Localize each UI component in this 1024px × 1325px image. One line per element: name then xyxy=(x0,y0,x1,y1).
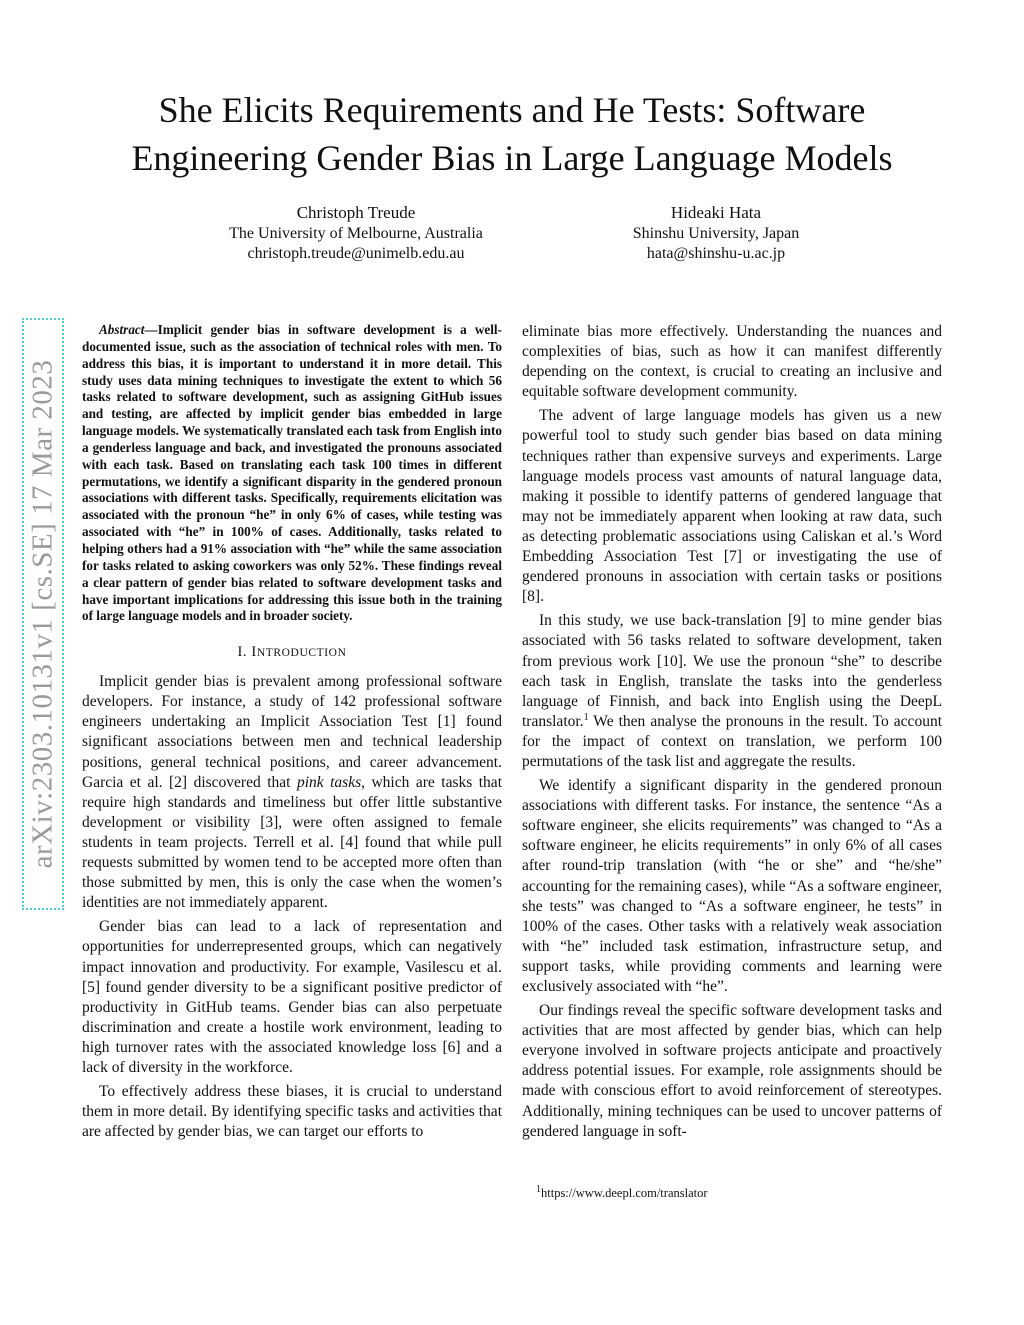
intro-paragraph-2: Gender bias can lead to a lack of representation and opportunities for underrepresented groups, which can negatively impact innovation and productivity. For example, Vasilescu et al. [5] found gender diversity to be a significant positive predictor of productivity in GitHub teams. Gender bias can also perpetuate discrimination and create a hostile work environment, leading to high turnover rates with the associated knowledge loss [6] and a lack of diversity in the workforce. xyxy=(82,918,502,1076)
abstract-text: —Implicit gender bias in software development is a well-documented issue, such as the association of technical roles with men. To address this bias, it is important to understand it in more detail. This study uses data mining techniques to investigate the extent to which 56 tasks related to software development, such as assigning GitHub issues and testing, are affected by implicit gender bias embedded in large language models. We systematically translated each task from English into a genderless language and back, and investigated the pronouns associated with each task. Based on translating each task 100 times in different permutations, we identify a significant disparity in the gendered pronoun associations with different tasks. Specifically, requirements elicitation was associated with the pronoun “he” in only 6% of cases, while testing was associated with “he” in 100% of cases. Additionally, tasks related to helping others had a 91% association with “he” while the same association for tasks related to asking coworkers was only 52%. These findings reveal a clear pattern of gender bias related to software development tasks and have important implications for addressing this issue both in the training of large language models and in broader society. xyxy=(82,322,502,624)
author-name: Christoph Treude xyxy=(296,203,416,222)
abstract-label: Abstract xyxy=(99,322,145,337)
title-line-2: Engineering Gender Bias in Large Language Models xyxy=(131,138,893,178)
intro-p1-text-a: Implicit gender bias is prevalent among professional software developers. For instance, a study of 142 professional software engineers undertaking an Implicit Association Test [1] found significant associations between men and technical leadership positions, general technical positions, and career advancement. Garcia et al. [2] discovered that xyxy=(82,673,502,791)
intro-paragraph-1 xyxy=(82,672,502,913)
footnote xyxy=(536,1185,708,1201)
author-name: Hideaki Hata xyxy=(670,203,762,222)
footnote-ref: 1 xyxy=(583,711,589,723)
author-block-2 xyxy=(496,202,936,264)
right-paragraph-5: Our findings reveal the specific software development tasks and activities that are most affected by gender bias, which can help everyone involved in software projects anticipate and proactively address potential issues. For example, role assignments should be made with conscious effort to avoid reinforcement of stereotypes. Additionally, mining techniques can be used to uncover patterns of gendered language in soft- xyxy=(522,1002,942,1140)
abstract xyxy=(82,322,502,625)
section-title-rest: NTRODUCTION xyxy=(256,647,347,660)
section-heading xyxy=(82,643,502,662)
author-email: hata@shinshu-u.ac.jp xyxy=(646,245,786,262)
left-column xyxy=(82,322,502,1142)
footnote-link[interactable]: https://www.deepl.com/translator xyxy=(541,1186,708,1200)
right-p3-text-b: We then analyse the pronouns in the result. To account for the impact of context on translation, we perform 100 permutations of the task list and aggregate the results. xyxy=(522,712,942,770)
intro-p1-emphasis: pink tasks xyxy=(296,773,362,791)
author-affiliation: The University of Melbourne, Australia xyxy=(229,225,483,242)
footnote-mark: 1 xyxy=(536,1183,541,1195)
intro-p1-text-b: , which are tasks that require high standards and timeliness but offer little substantive development or visibility [3], were often assigned to female students in team projects. Terrell et al. [4] found that while pull requests submitted by women tend to be accepted more often than those submitted by men, this is only the case when the women’s identities are not immediately apparent. xyxy=(82,773,502,912)
author-email: christoph.treude@unimelb.edu.au xyxy=(247,245,465,262)
author-affiliation: Shinshu University, Japan xyxy=(632,225,800,242)
paper-title xyxy=(60,86,964,182)
right-p3-text-a: In this study, we use back-translation [9] to mine gender bias associated with 56 tasks related to software development, taken from previous work [10]. We use the pronoun “she” to describe each task in English, translate the tasks into the genderless language of Finnish, and back into English using the DeepL translator. xyxy=(522,612,942,730)
section-number: I. xyxy=(237,644,248,661)
arxiv-stamp-text: arXiv:2303.10131v1 [cs.SE] 17 Mar 2023 xyxy=(26,359,59,869)
arxiv-stamp xyxy=(22,318,64,910)
right-paragraph-4: We identify a significant disparity in the gendered pronoun associations with different tasks. For instance, the sentence “As a software engineer, she elicits requirements” was changed to “As a software engineer, he elicits requirements” in only 6% of all cases after round-trip translation (with “he or she” and “he/she” accounting for the remaining cases), while “As a software engineer, she tests” was changed to “As a software engineer, he tests” in 100% of the cases. Other tasks with a relatively weak association with “he” included task estimation, infrastructure setup, and support tasks, while providing comments and learning were exclusively associated with “he”. xyxy=(522,777,942,995)
right-column xyxy=(522,322,942,1142)
right-paragraph-2: The advent of large language models has given us a new powerful tool to study such gender bias based on data mining techniques rather than expensive surveys and experiments. Large language models process vast amounts of natural language data, making it possible to identify patterns of gendered language that may not be immediately apparent when looking at raw data, such as detecting problematic associations using Caliskan et al.’s Word Embedding Association Test [7] or investigating the use of gendered pronouns in association with certain tasks or positions [8]. xyxy=(522,407,942,606)
right-paragraph-3 xyxy=(522,611,942,772)
intro-paragraph-3: To effectively address these biases, it is crucial to understand them in more detail. By identifying specific tasks and activities that are affected by gender bias, we can target our efforts to xyxy=(82,1083,502,1141)
right-paragraph-1: eliminate bias more effectively. Understanding the nuances and complexities of bias, such as how it can manifest differently depending on the context, is crucial to creating an inclusive and equitable software development community. xyxy=(522,323,942,401)
section-title-first: I xyxy=(251,644,257,661)
title-line-1: She Elicits Requirements and He Tests: Software xyxy=(158,90,866,130)
